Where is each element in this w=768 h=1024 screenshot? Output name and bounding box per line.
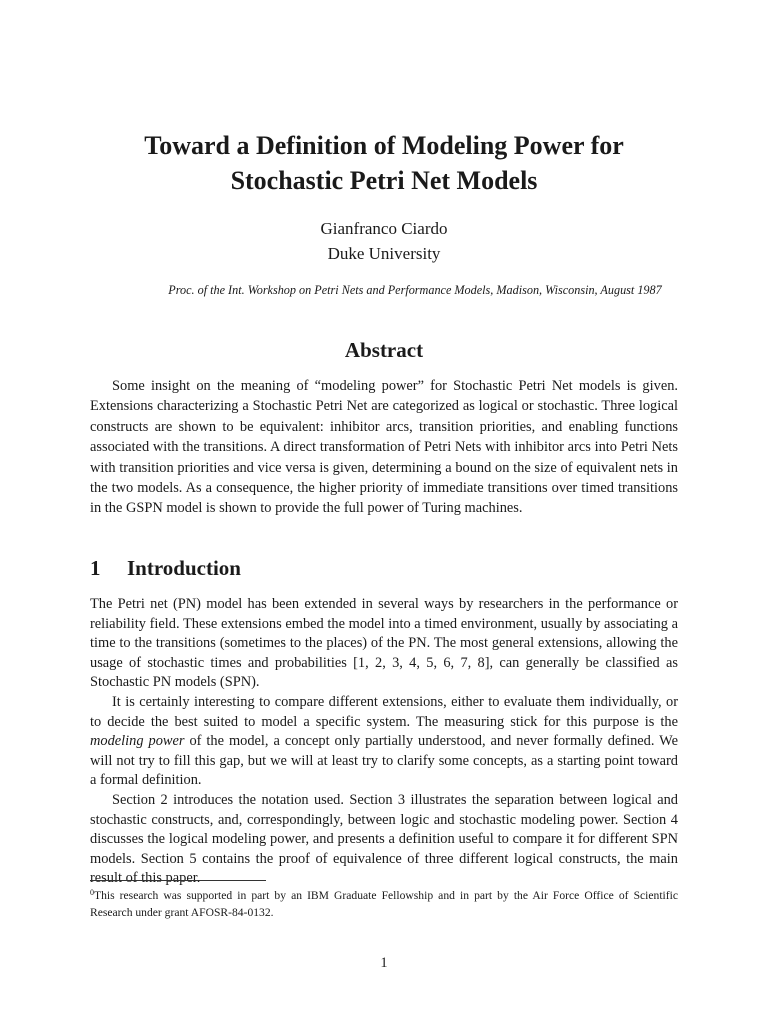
intro-paragraph-1: The Petri net (PN) model has been extended in several ways by researchers in the performance or reliability field. These extensions embed the model into a timed environment, usually by associating a time to the transitions (sometimes to the places) of the PN. The most general extensions, allowing the usage of stochastic times and probabilities [1, 2, 3, 4, 5, 6, 7, 8], can generally be classified as Stochastic PN models (SPN).: [90, 596, 678, 691]
footnote-mark: 0: [90, 888, 94, 897]
intro-paragraph-3: Section 2 introduces the notation used. Section 3 illustrates the separation between logical and stochastic constructs, and, correspondingly, between logic and stochastic modeling power. Section 4 discusses the logical modeling power, and presents a definition useful to compare it for different SPN models. Section 5 contains the proof of equivalence of three different logical constructs, the main result of this paper.: [90, 791, 678, 887]
title-line-1: Toward a Definition of Modeling Power for: [144, 131, 624, 160]
footnote-rule: [90, 880, 266, 881]
section-number: 1: [90, 556, 101, 580]
proceedings-line: Proc. of the Int. Workshop on Petri Nets and Performance Models, Madison, Wisconsin, August 1987: [168, 283, 662, 297]
abstract-text: Some insight on the meaning of “modeling power” for Stochastic Petri Net models is given. Extensions characterizing a Stochastic Petri Net are categorized as logical or stochastic. Three logical constructs are shown to be equivalent: inhibitor arcs, transition priorities, and enabling functions associated with the transitions. A direct transformation of Petri Nets with inhibitor arcs into Petri Nets with transition priorities and vice versa is given, determining a bound on the size of equivalent nets in the two models. As a consequence, the higher priority of immediate transitions over timed transitions in the GSPN model is shown to provide the full power of Turing machines.: [90, 378, 678, 517]
title-line-2: Stochastic Petri Net Models: [230, 166, 538, 195]
page-number: 1: [380, 955, 388, 971]
paper-title: [60, 128, 708, 198]
footnote-text: This research was supported in part by an IBM Graduate Fellowship and in part by the Air Force Office of Scientific Research under grant AFOSR-84-0132.: [90, 889, 678, 919]
abstract-body: [90, 376, 678, 519]
section-heading: [90, 554, 241, 582]
author-affiliation: Duke University: [327, 244, 441, 263]
modeling-power-emphasis: modeling power: [90, 733, 185, 750]
author-name: Gianfranco Ciardo: [320, 219, 448, 238]
abstract-heading: Abstract: [344, 338, 424, 362]
section-title: Introduction: [127, 556, 241, 580]
intro-paragraph-2-start: It is certainly interesting to compare different extensions, either to evaluate them individually, or to decide the best suited to model a specific system. The measuring stick for this purpose is the: [90, 693, 678, 730]
intro-paragraph-2: [90, 693, 678, 791]
footnote: [90, 884, 678, 921]
author-block: [184, 216, 584, 266]
introduction-body: [90, 595, 678, 889]
intro-paragraph-2-end: of the model, a concept only partially understood, and never formally defined. We will not try to fill this gap, but we will at least try to clarify some concepts, as a starting point toward a formal definition.: [90, 733, 678, 789]
